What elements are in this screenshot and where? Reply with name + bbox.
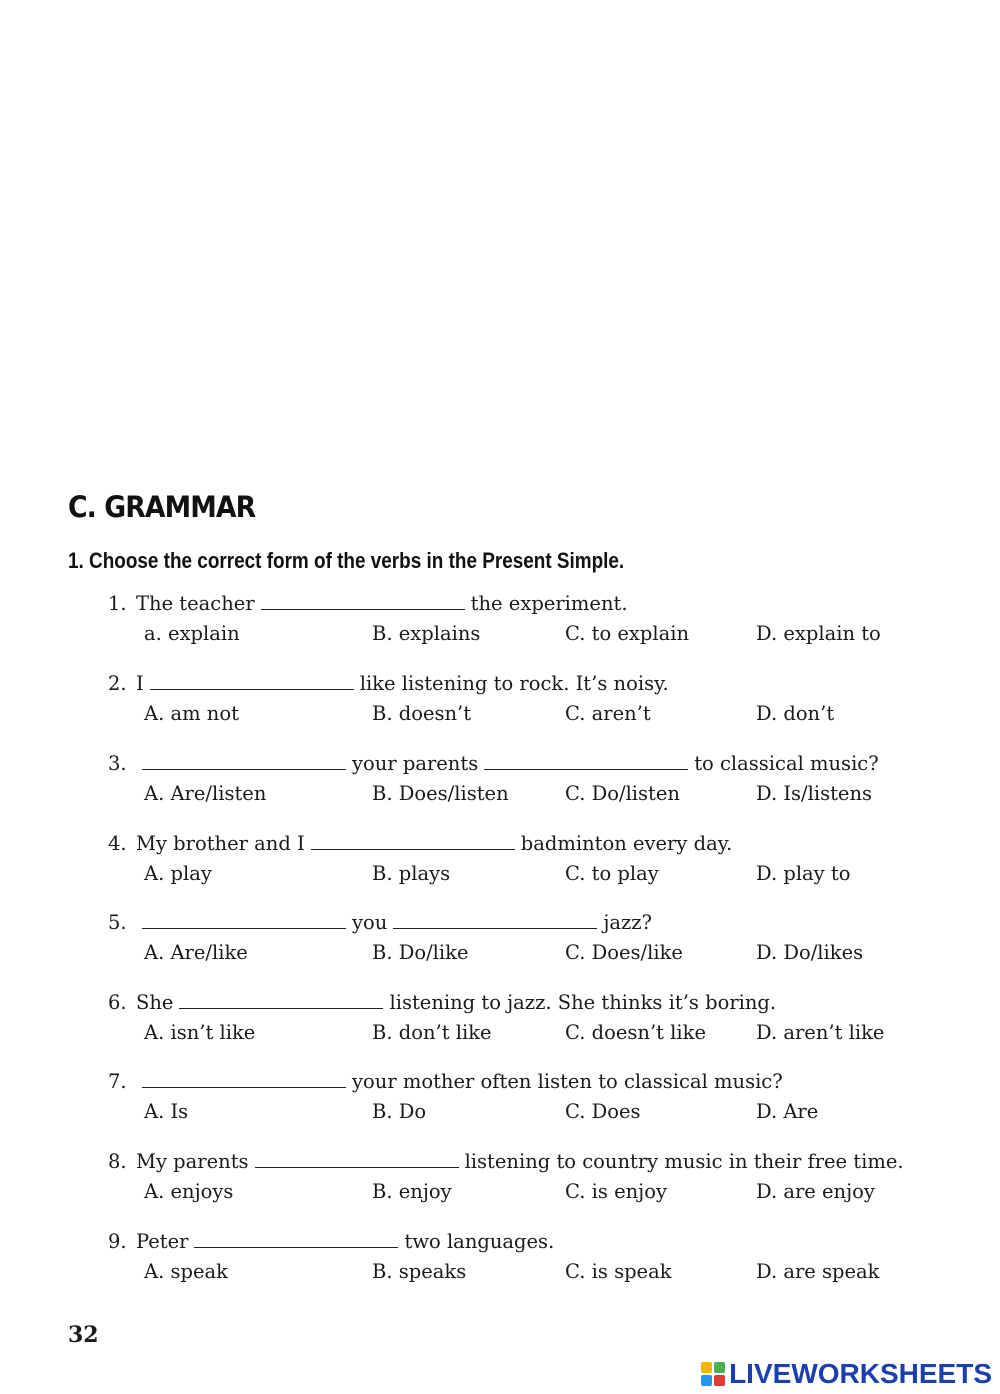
question-text: I <box>136 672 144 695</box>
answer-options <box>108 1176 928 1206</box>
answer-option[interactable]: C. doesn’t like <box>565 1021 707 1044</box>
question-item <box>108 750 928 808</box>
answer-option[interactable]: A. Are/like <box>144 941 248 964</box>
answer-blank[interactable] <box>142 910 346 929</box>
answer-blank[interactable] <box>484 751 688 770</box>
answer-option[interactable]: A. Are/listen <box>144 782 267 805</box>
question-text: The teacher <box>136 592 255 615</box>
answer-option[interactable]: a. explain <box>144 622 240 645</box>
answer-option[interactable]: C. to explain <box>565 622 690 645</box>
question-text: like listening to rock. It’s noisy. <box>359 672 669 695</box>
answer-option[interactable]: D. don’t <box>756 702 835 725</box>
answer-option[interactable]: A. am not <box>144 702 239 725</box>
question-text: My brother and I <box>136 832 305 855</box>
question-text: She <box>136 991 174 1014</box>
brand-logo <box>701 1358 992 1390</box>
answer-option[interactable]: A. enjoys <box>144 1180 234 1203</box>
answer-option[interactable]: A. Is <box>144 1100 189 1123</box>
brand-name: LIVEWORKSHEETS <box>729 1358 992 1389</box>
answer-blank[interactable] <box>255 1149 459 1168</box>
question-number: 3. <box>108 752 127 775</box>
answer-option[interactable]: B. Do <box>372 1100 427 1123</box>
answer-blank[interactable] <box>179 990 383 1009</box>
question-item <box>108 1228 928 1286</box>
answer-option[interactable]: D. aren’t like <box>756 1021 885 1044</box>
page-number: 32 <box>68 1322 99 1348</box>
question-number: 2. <box>108 672 127 695</box>
question-stem <box>108 1148 928 1176</box>
question-text: Peter <box>136 1230 189 1253</box>
answer-options <box>108 937 928 967</box>
question-number: 7. <box>108 1070 127 1093</box>
question-item <box>108 909 928 967</box>
answer-option[interactable]: B. explains <box>372 622 481 645</box>
answer-option[interactable]: A. isn’t like <box>144 1021 256 1044</box>
answer-option[interactable]: B. Do/like <box>372 941 469 964</box>
answer-blank[interactable] <box>142 751 346 770</box>
question-item <box>108 830 928 888</box>
question-item <box>108 590 928 648</box>
answer-options <box>108 1096 928 1126</box>
instruction: 1. Choose the correct form of the verbs in the Present Simple. <box>68 548 625 573</box>
question-stem <box>108 909 928 937</box>
answer-option[interactable]: B. plays <box>372 862 451 885</box>
section-title: C. GRAMMAR <box>68 490 256 524</box>
question-number: 1. <box>108 592 127 615</box>
question-text: My parents <box>136 1150 249 1173</box>
question-item <box>108 670 928 728</box>
question-number: 9. <box>108 1230 127 1253</box>
question-stem <box>108 989 928 1017</box>
answer-option[interactable]: D. explain to <box>756 622 881 645</box>
answer-option[interactable]: D. Are <box>756 1100 819 1123</box>
question-stem <box>108 670 928 698</box>
question-item <box>108 989 928 1047</box>
liveworksheets-logo-icon <box>701 1362 725 1386</box>
answer-option[interactable]: A. play <box>144 862 212 885</box>
question-text: listening to country music in their free time. <box>464 1150 904 1173</box>
answer-option[interactable]: D. Is/listens <box>756 782 873 805</box>
answer-option[interactable]: C. to play <box>565 862 659 885</box>
answer-option[interactable]: B. speaks <box>372 1260 467 1283</box>
answer-option[interactable]: C. is speak <box>565 1260 672 1283</box>
answer-option[interactable]: C. aren’t <box>565 702 651 725</box>
question-item <box>108 1068 928 1126</box>
answer-options <box>108 698 928 728</box>
question-number: 4. <box>108 832 127 855</box>
answer-option[interactable]: B. don’t like <box>372 1021 492 1044</box>
question-stem <box>108 830 928 858</box>
question-number: 5. <box>108 911 127 934</box>
question-text: to classical music? <box>694 752 879 775</box>
answer-option[interactable]: B. Does/listen <box>372 782 509 805</box>
question-stem <box>108 1228 928 1256</box>
answer-blank[interactable] <box>194 1229 398 1248</box>
answer-option[interactable]: C. is enjoy <box>565 1180 667 1203</box>
answer-blank[interactable] <box>261 591 465 610</box>
answer-blank[interactable] <box>142 1069 346 1088</box>
answer-options <box>108 618 928 648</box>
answer-blank[interactable] <box>150 671 354 690</box>
question-text: the experiment. <box>470 592 628 615</box>
answer-option[interactable]: B. doesn’t <box>372 702 472 725</box>
question-text: you <box>352 911 388 934</box>
question-item <box>108 1148 928 1206</box>
question-text: your mother often listen to classical music? <box>352 1070 783 1093</box>
answer-blank[interactable] <box>311 831 515 850</box>
answer-option[interactable]: C. Do/listen <box>565 782 680 805</box>
answer-option[interactable]: A. speak <box>144 1260 228 1283</box>
question-text: jazz? <box>603 911 653 934</box>
answer-options <box>108 778 928 808</box>
answer-option[interactable]: D. are enjoy <box>756 1180 875 1203</box>
answer-option[interactable]: D. are speak <box>756 1260 880 1283</box>
answer-option[interactable]: C. Does/like <box>565 941 683 964</box>
answer-option[interactable]: C. Does <box>565 1100 641 1123</box>
answer-option[interactable]: D. play to <box>756 862 851 885</box>
question-stem <box>108 750 928 778</box>
answer-options <box>108 1256 928 1286</box>
answer-options <box>108 858 928 888</box>
question-stem <box>108 1068 928 1096</box>
question-text: badminton every day. <box>520 832 733 855</box>
question-stem <box>108 590 928 618</box>
answer-options <box>108 1017 928 1047</box>
question-number: 6. <box>108 991 127 1014</box>
answer-blank[interactable] <box>393 910 597 929</box>
question-number: 8. <box>108 1150 127 1173</box>
question-text: your parents <box>352 752 479 775</box>
answer-option[interactable]: D. Do/likes <box>756 941 864 964</box>
answer-option[interactable]: B. enjoy <box>372 1180 452 1203</box>
question-text: listening to jazz. She thinks it’s boring. <box>389 991 777 1014</box>
question-text: two languages. <box>404 1230 555 1253</box>
